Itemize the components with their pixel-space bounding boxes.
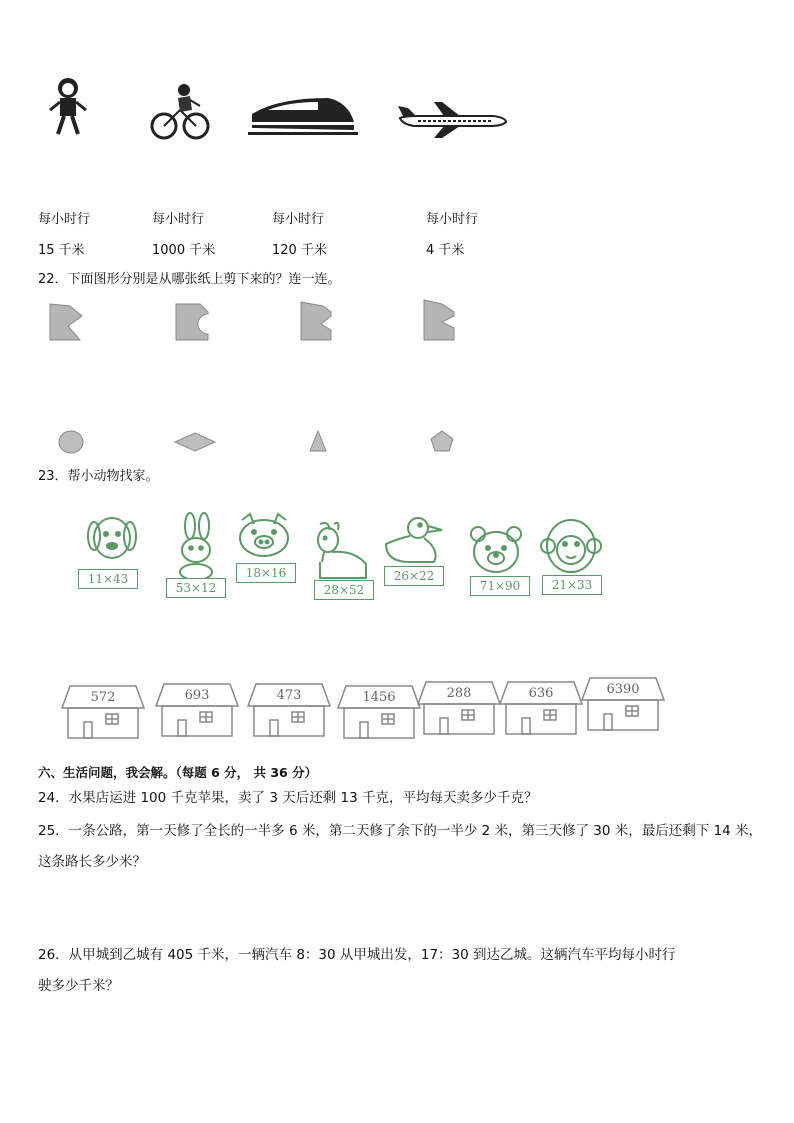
dog-icon (84, 514, 140, 574)
question-25-line-1: 25．一条公路，第一天修了全长的一半多 6 米，第二天修了余下的一半少 2 米，第三天修了 30 米，最后还剩下 14 米， (38, 823, 763, 839)
house-number-6: 636 (528, 686, 554, 701)
speed-option-1: 15 千米 (38, 243, 85, 258)
question-22: 22．下面图形分别是从哪张纸上剪下来的？连一连。 (38, 272, 341, 287)
house-5 (416, 680, 502, 736)
house-number-1: 572 (90, 690, 116, 705)
question-24: 24．水果店运进 100 千克苹果，卖了 3 天后还剩 13 千克，平均每天卖多少千克？ (38, 790, 538, 806)
house-2 (154, 682, 240, 738)
duck-expression: 26×22 (384, 566, 444, 586)
vehicle-label-1: 每小时行 (38, 212, 91, 227)
pig-icon (234, 512, 294, 562)
pentagon-shape (430, 430, 454, 456)
house-number-2: 693 (184, 688, 210, 703)
house-1 (60, 684, 146, 740)
bear-expression: 71×90 (470, 576, 530, 596)
house-4 (336, 684, 422, 740)
pig-expression: 18×16 (236, 563, 296, 583)
house-7 (580, 676, 666, 732)
goat-expression: 28×52 (314, 580, 374, 600)
question-26-line-2: 驶多少千米？ (38, 978, 119, 994)
monkey-icon (540, 518, 602, 574)
house-number-3: 473 (276, 688, 302, 703)
dog-expression: 11×43 (78, 569, 138, 589)
goat-icon (306, 520, 372, 582)
vehicle-label-3: 每小时行 (272, 212, 325, 227)
airplane-icon (394, 98, 510, 140)
section-6-title: 六、生活问题，我会解。（每题 6 分， 共 36 分） (38, 765, 318, 780)
cut-paper-1 (48, 302, 84, 342)
house-6 (498, 680, 584, 736)
rabbit-expression: 53×12 (166, 578, 226, 598)
monkey-expression: 21×33 (542, 575, 602, 595)
question-26-line-1: 26．从甲城到乙城有 405 千米，一辆汽车 8：30 从甲城出发，17：30 到达乙城。这辆汽车平均每小时行 (38, 947, 676, 963)
cyclist-icon (150, 82, 210, 142)
vehicle-label-4: 每小时行 (426, 212, 479, 227)
triangle-shape (309, 430, 327, 456)
question-23: 23．帮小动物找家。 (38, 469, 159, 484)
cut-paper-3 (299, 300, 335, 342)
cut-paper-4 (422, 298, 458, 342)
train-icon (248, 92, 358, 138)
bear-icon (468, 524, 524, 576)
rabbit-icon (168, 512, 224, 582)
house-number-5: 288 (446, 686, 472, 701)
speed-option-4: 4 千米 (426, 243, 465, 258)
house-3 (246, 682, 332, 738)
girl-walking-icon (46, 76, 90, 138)
duck-icon (380, 514, 446, 566)
question-25-line-2: 这条路长多少米？ (38, 854, 146, 870)
speed-option-2: 1000 千米 (152, 243, 216, 258)
vehicle-label-2: 每小时行 (152, 212, 205, 227)
house-number-4: 1456 (362, 690, 396, 705)
cut-paper-2 (174, 302, 210, 342)
speed-option-3: 120 千米 (272, 243, 327, 258)
house-number-7: 6390 (606, 682, 640, 697)
circle-shape (58, 430, 84, 458)
rhombus-shape (174, 432, 216, 456)
